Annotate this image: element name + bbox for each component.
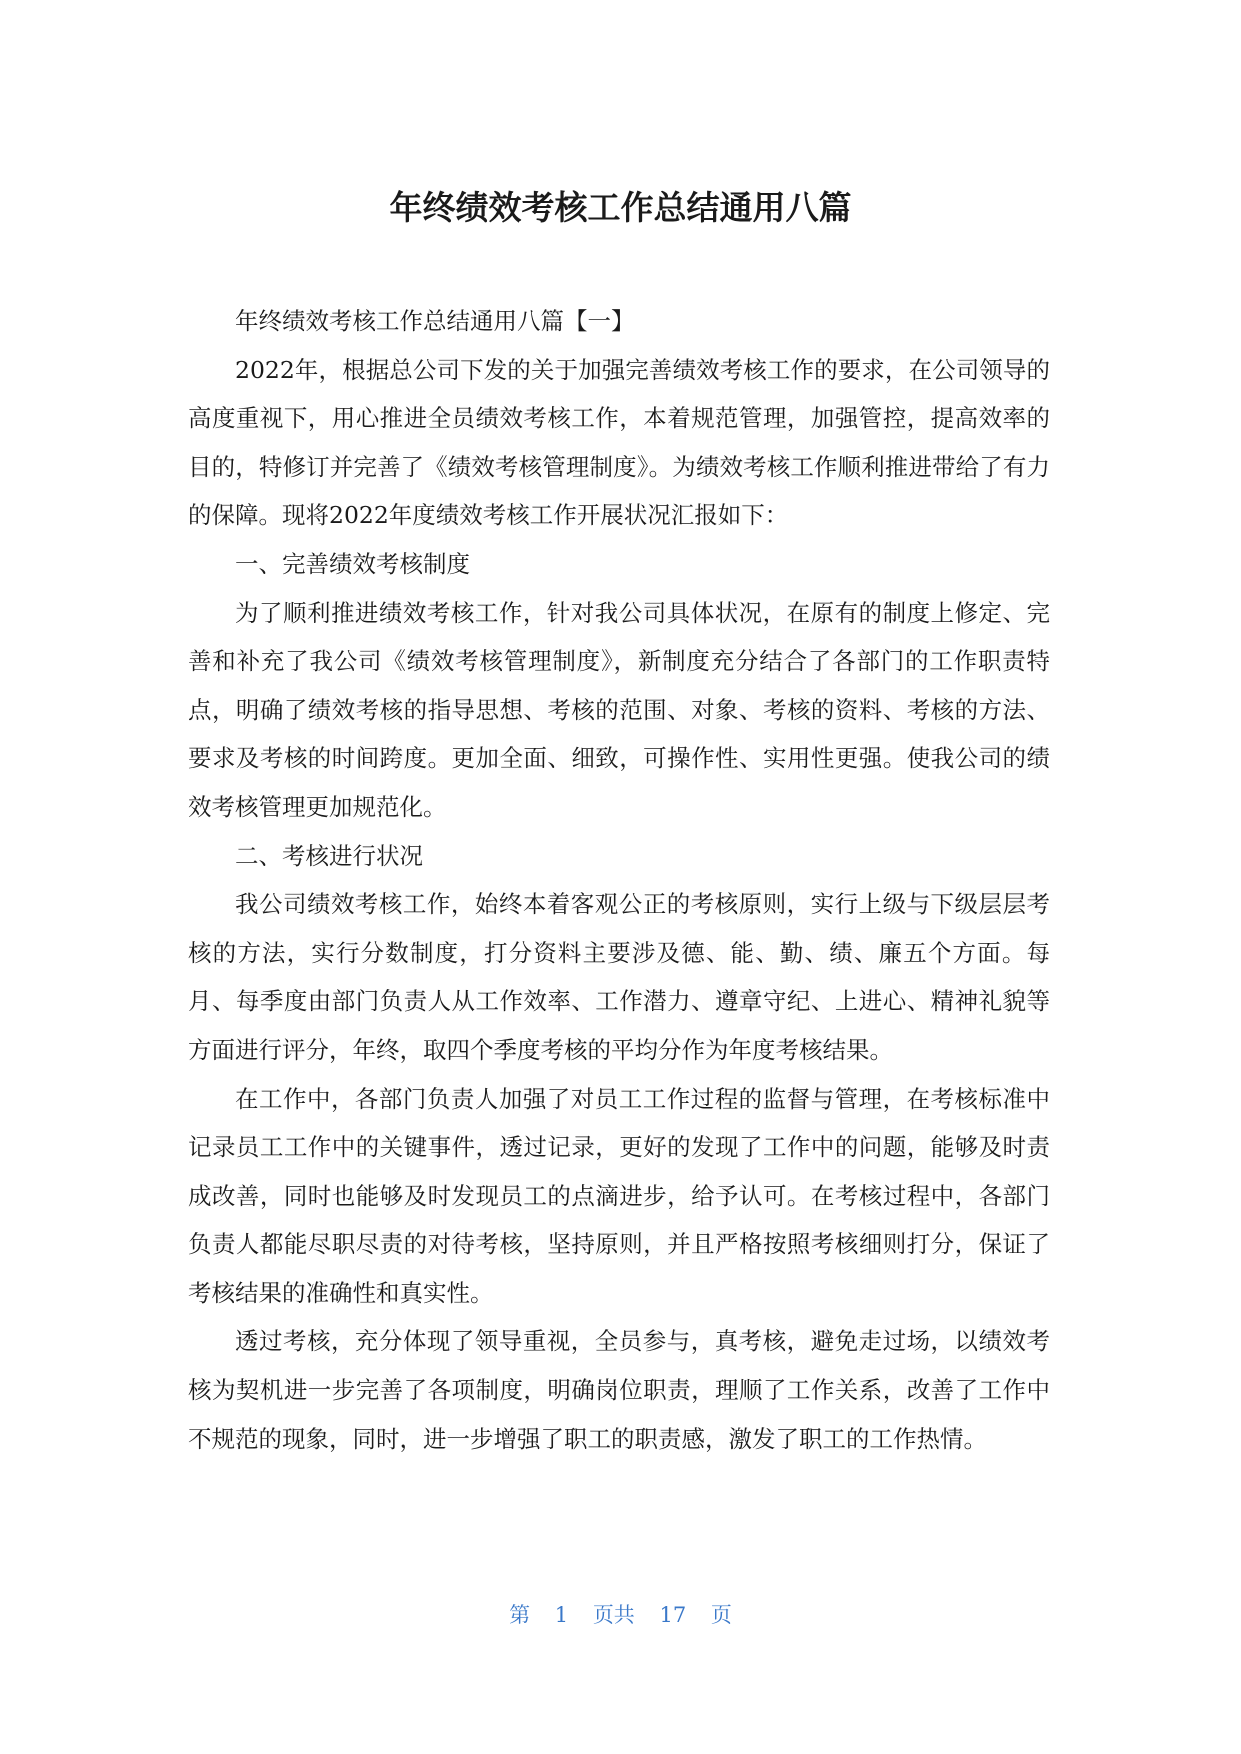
section-heading: 年终绩效考核工作总结通用八篇【一】 xyxy=(235,307,635,335)
page-footer xyxy=(0,1600,1241,1630)
footer-total-pages: 17 xyxy=(659,1603,687,1627)
section-heading: 二、考核进行状况 xyxy=(235,841,423,870)
section-heading: 一、完善绩效考核制度 xyxy=(235,549,470,578)
footer-prefix: 第 xyxy=(509,1603,531,1627)
footer-suffix: 页 xyxy=(710,1603,732,1627)
body-paragraph: 在工作中，各部门负责人加强了对员工工作过程的监督与管理，在考核标准中记录员工工作中的关键事件，透过记录，更好的发现了工作中的问题，能够及时责成改善，同时也能够及时发现员工的点滴进步，给予认可。在考核过程中，各部门负责人都能尽职尽责的对待考核，坚持原则，并且严格按照考核细则打分，保证了考核结果的准确性和真实性。 xyxy=(188,1084,1050,1307)
body-paragraph: 为了顺利推进绩效考核工作，针对我公司具体状况，在原有的制度上修定、完善和补充了我公司《绩效考核管理制度》，新制度充分结合了各部门的工作职责特点，明确了绩效考核的指导思想、考核的范围、对象、考核的资料、考核的方法、要求及考核的时间跨度。更加全面、细致，可操作性、实用性更强。使我公司的绩效考核管理更加规范化。 xyxy=(188,598,1050,821)
body-paragraph: 2022年，根据总公司下发的关于加强完善绩效考核工作的要求，在公司领导的高度重视下，用心推进全员绩效考核工作，本着规范管理，加强管控，提高效率的目的，特修订并完善了《绩效考核管理制度》。为绩效考核工作顺利推进带给了有力的保障。现将2022年度绩效考核工作开展状况汇报如下： xyxy=(188,355,1050,530)
footer-middle: 页共 xyxy=(592,1603,635,1627)
body-paragraph: 透过考核，充分体现了领导重视，全员参与，真考核，避免走过场，以绩效考核为契机进一步完善了各项制度，明确岗位职责，理顺了工作关系，改善了工作中不规范的现象，同时，进一步增强了职工的职责感，激发了职工的工作热情。 xyxy=(188,1327,1050,1453)
footer-current-page: 1 xyxy=(554,1603,569,1627)
document-title: 年终绩效考核工作总结通用八篇 xyxy=(389,188,852,227)
body-paragraph: 我公司绩效考核工作，始终本着客观公正的考核原则，实行上级与下级层层考核的方法，实行分数制度，打分资料主要涉及德、能、勤、绩、廉五个方面。每月、每季度由部门负责人从工作效率、工作潜力、遵章守纪、上进心、精神礼貌等方面进行评分，年终，取四个季度考核的平均分作为年度考核结果。 xyxy=(188,890,1050,1064)
document-body xyxy=(188,297,1050,1463)
